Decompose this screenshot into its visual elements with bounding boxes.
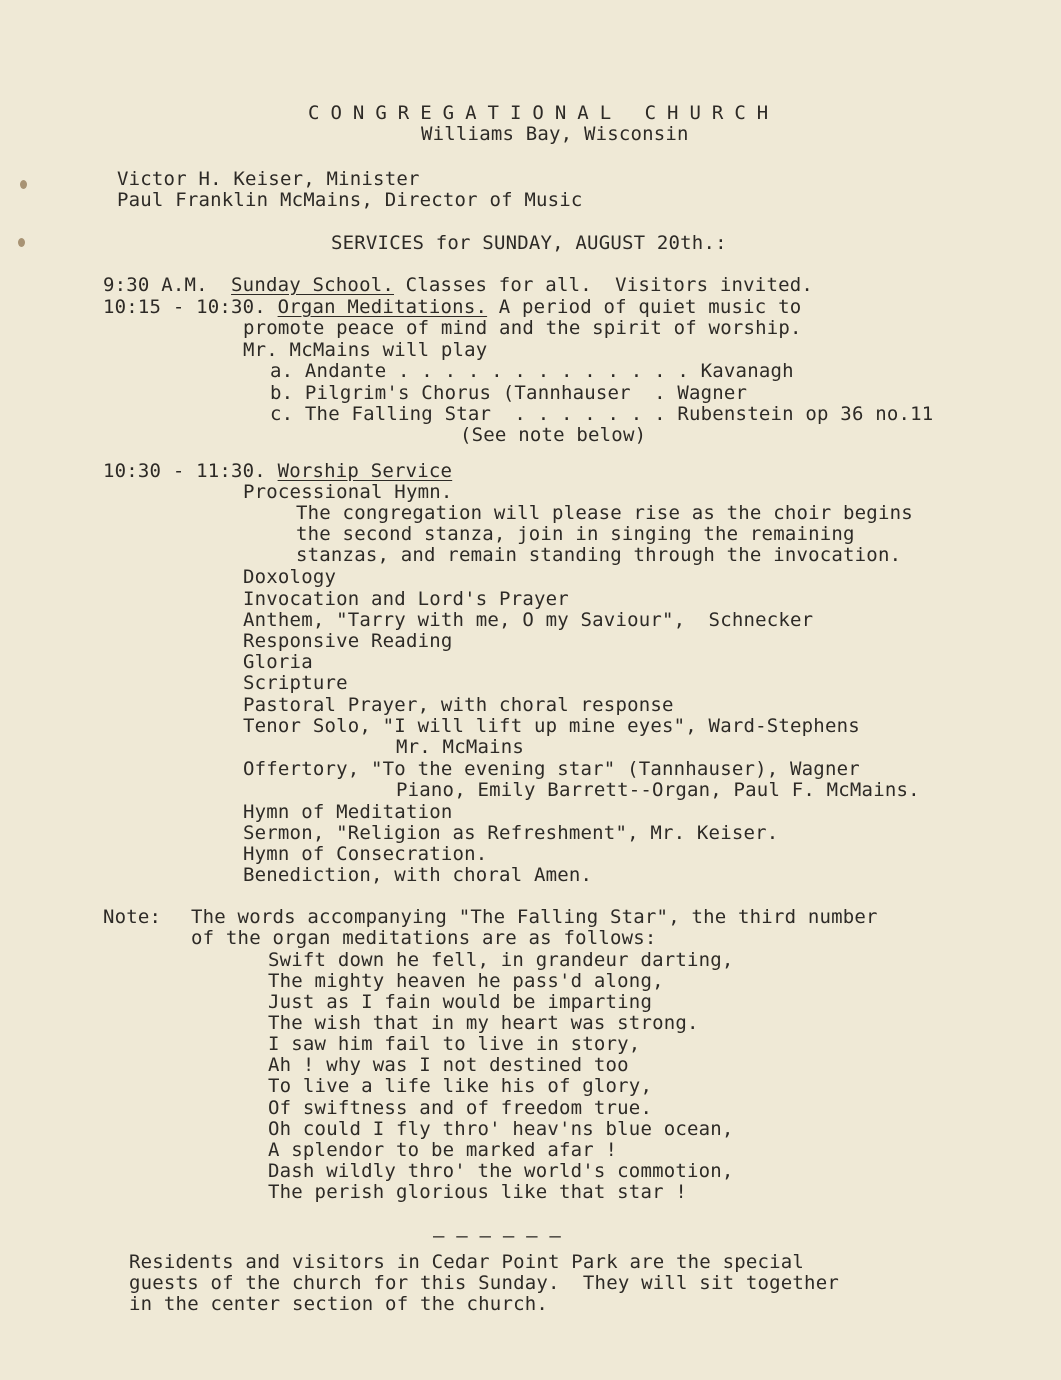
sunday-school-desc: Classes for all. Visitors invited. bbox=[394, 274, 814, 296]
note-label: Note: bbox=[103, 906, 162, 928]
worship-line bbox=[103, 461, 452, 482]
poem-line: Ah ! why was I not destined too bbox=[268, 1054, 629, 1076]
note-text-line: of the organ meditations are as follows: bbox=[191, 927, 657, 949]
order-item: Gloria bbox=[243, 651, 313, 673]
poem-line: Just as I fain would be imparting bbox=[268, 991, 653, 1013]
organ-line bbox=[103, 297, 801, 318]
poem-line: Swift down he fell, in grandeur darting, bbox=[268, 949, 734, 971]
order-item: Anthem, "Tarry with me, O my Saviour", Schnecker bbox=[243, 609, 814, 631]
poem-line: A splendor to be marked afar ! bbox=[268, 1139, 618, 1161]
worship-name: Worship Service bbox=[277, 460, 453, 482]
note-text-line: The words accompanying "The Falling Star", the third number bbox=[191, 906, 878, 928]
order-item: Responsive Reading bbox=[243, 630, 453, 652]
poem-line: Of swiftness and of freedom true. bbox=[268, 1097, 653, 1119]
organ-player-line: Mr. McMains will play bbox=[243, 339, 488, 361]
poem-line: The perish glorious like that star ! bbox=[268, 1181, 688, 1203]
order-item: Scripture bbox=[243, 672, 348, 694]
order-item: Doxology bbox=[243, 566, 337, 588]
organ-desc: A period of quiet music to bbox=[487, 296, 802, 318]
organ-note-ref: (See note below) bbox=[460, 424, 647, 446]
church-location: Williams Bay, Wisconsin bbox=[421, 123, 689, 145]
order-item: Hymn of Consecration. bbox=[243, 843, 488, 865]
offertory-line: Offertory, "To the evening star" (Tannhauser), Wagner bbox=[243, 758, 860, 780]
order-item: Invocation and Lord's Prayer bbox=[243, 588, 569, 610]
punch-hole-mark bbox=[18, 238, 25, 247]
tenor-performer: Mr. McMains bbox=[396, 736, 525, 758]
order-item: Benediction, with choral Amen. bbox=[243, 864, 593, 886]
processional-hymn: Processional Hymn. bbox=[243, 481, 453, 503]
director-line: Paul Franklin McMains, Director of Music bbox=[117, 189, 583, 211]
minister-line: Victor H. Keiser, Minister bbox=[117, 168, 420, 190]
organ-item: a. Andante . . . . . . . . . . . . . Kavanagh bbox=[270, 360, 794, 382]
poem-line: Oh could I fly thro' heav'ns blue ocean, bbox=[268, 1118, 734, 1140]
order-item: Tenor Solo, "I will lift up mine eyes", Ward-Stephens bbox=[243, 715, 860, 737]
processional-note-line: the second stanza, join in singing the remaining bbox=[296, 523, 855, 545]
services-heading: SERVICES for SUNDAY, AUGUST 20th.: bbox=[331, 232, 727, 254]
punch-hole-mark bbox=[20, 180, 27, 189]
church-title: CONGREGATIONAL CHURCH bbox=[308, 102, 780, 124]
processional-note-line: The congregation will please rise as the choir begins bbox=[296, 502, 913, 524]
poem-line: The mighty heaven he pass'd along, bbox=[268, 970, 664, 992]
sunday-school-time: 9:30 A.M. bbox=[103, 274, 208, 296]
footer-line: Residents and visitors in Cedar Point Park are the special bbox=[129, 1251, 805, 1273]
poem-line: To live a life like his of glory, bbox=[268, 1075, 653, 1097]
organ-item: b. Pilgrim's Chorus (Tannhauser . Wagner bbox=[270, 382, 748, 404]
organ-item: c. The Falling Star . . . . . . . Rubenstein op 36 no.11 bbox=[270, 403, 934, 425]
poem-line: Dash wildly thro' the world's commotion, bbox=[268, 1160, 734, 1182]
poem-line: I saw him fail to live in story, bbox=[268, 1033, 641, 1055]
footer-line: guests of the church for this Sunday. They will sit together bbox=[129, 1272, 839, 1294]
organ-name: Organ Meditations. bbox=[277, 296, 488, 318]
offertory-performers: Piano, Emily Barrett--Organ, Paul F. McMains. bbox=[396, 779, 920, 801]
processional-note-line: stanzas, and remain standing through the invocation. bbox=[296, 544, 902, 566]
organ-time: 10:15 - 10:30. bbox=[103, 296, 266, 318]
poem-line: The wish that in my heart was strong. bbox=[268, 1012, 699, 1034]
sunday-school-line bbox=[103, 275, 813, 296]
order-item: Pastoral Prayer, with choral response bbox=[243, 694, 674, 716]
worship-time: 10:30 - 11:30. bbox=[103, 460, 266, 482]
organ-desc-line-2: promote peace of mind and the spirit of worship. bbox=[243, 317, 802, 339]
section-divider: — — — — — — bbox=[433, 1225, 562, 1247]
footer-line: in the center section of the church. bbox=[129, 1293, 549, 1315]
order-item: Hymn of Meditation bbox=[243, 801, 453, 823]
sunday-school-name: Sunday School. bbox=[231, 274, 394, 296]
order-item: Sermon, "Religion as Refreshment", Mr. Keiser. bbox=[243, 822, 779, 844]
